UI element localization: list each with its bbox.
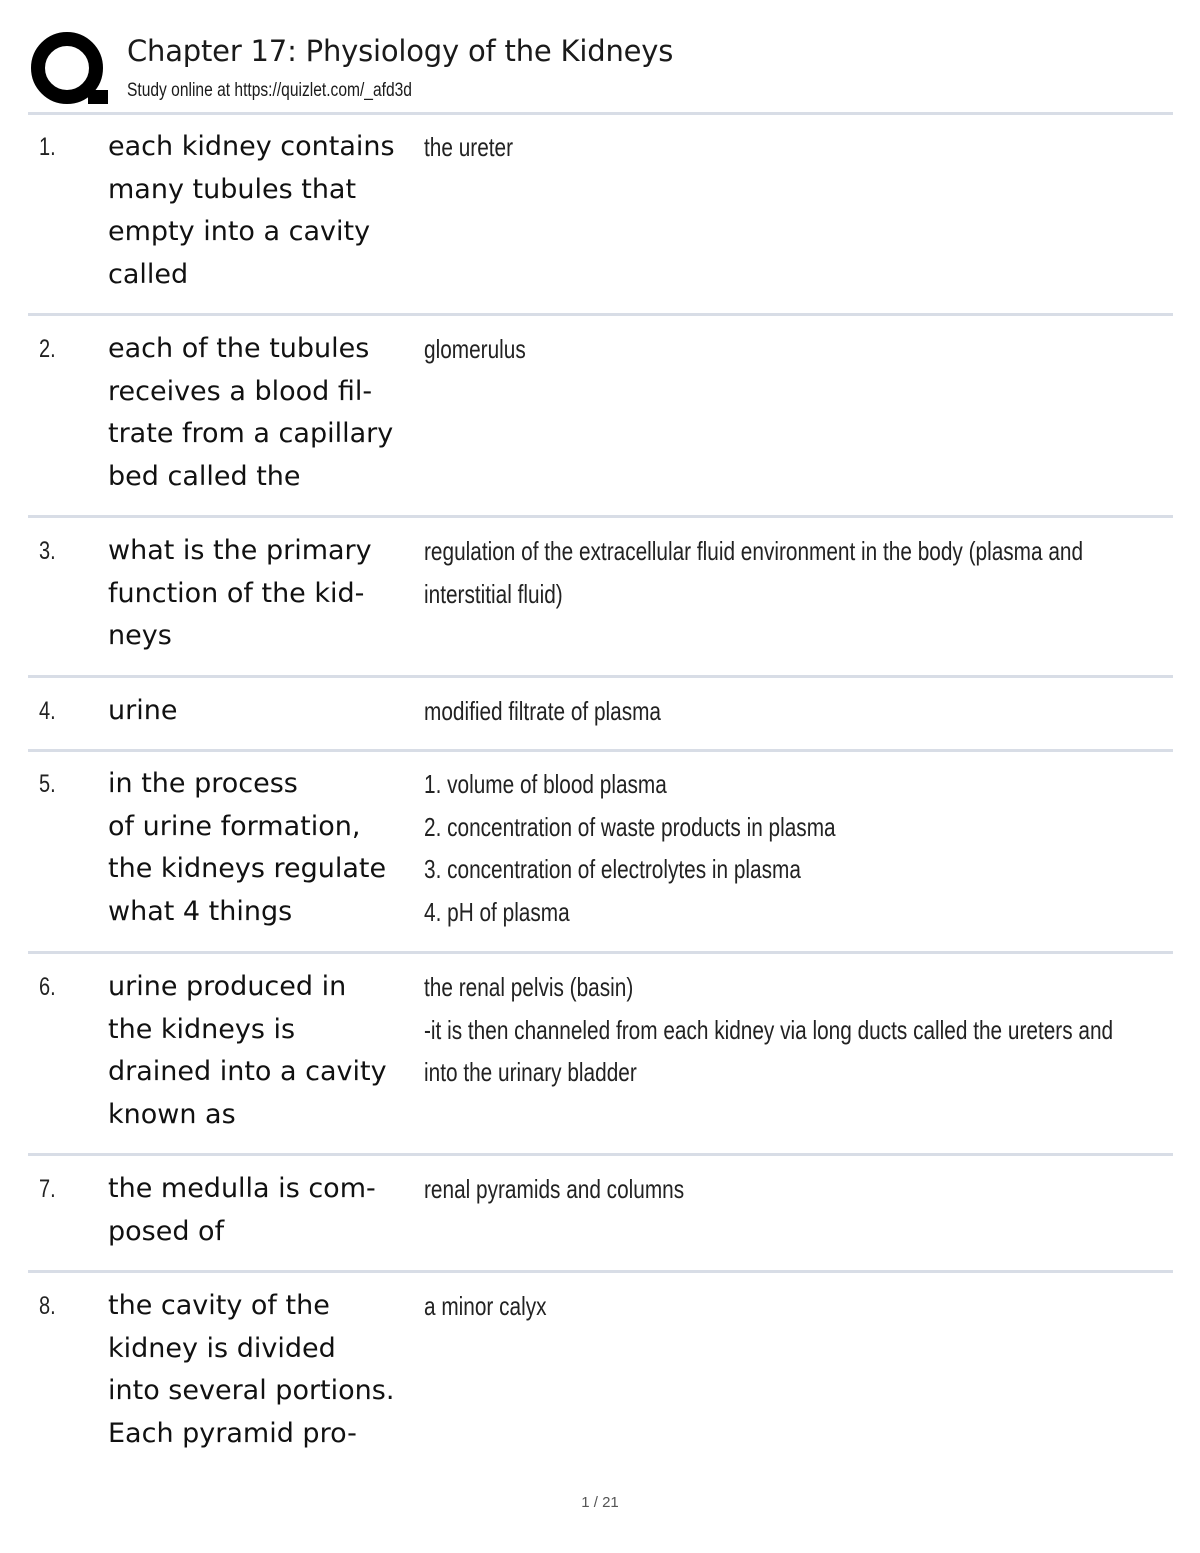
row-divider <box>28 515 1173 518</box>
card-number: 3. <box>39 537 56 565</box>
card-definition: the renal pelvis (basin) -it is then channeled from each kidney via long ducts called the ureters and into the urinary bladder <box>424 972 1114 1087</box>
row-divider <box>28 1153 1173 1156</box>
card-term: each of the tubules receives a blood fil- trate from a capillary bed called the <box>108 333 394 492</box>
card-term: in the process of urine formation, the kidneys regulate what 4 things <box>108 768 387 927</box>
card-number: 8. <box>39 1292 56 1320</box>
card-term: each kidney contains many tubules that empty into a cavity called <box>108 131 395 290</box>
card-definition: glomerulus <box>424 334 526 364</box>
page-header <box>30 30 1175 114</box>
card-term: what is the primary function of the kid- neys <box>108 535 372 651</box>
card-number: 1. <box>39 133 56 161</box>
card-number: 2. <box>39 335 56 363</box>
row-divider <box>28 313 1173 316</box>
card-number: 5. <box>39 770 56 798</box>
header-divider <box>28 112 1173 115</box>
card-term: the medulla is com- posed of <box>108 1173 376 1247</box>
card-definition: a minor calyx <box>424 1291 547 1321</box>
card-definition: regulation of the extracellular fluid environment in the body (plasma and interstitial fluid) <box>424 536 1084 609</box>
card-number: 7. <box>39 1175 56 1203</box>
row-divider <box>28 749 1173 752</box>
page-number: 1 / 21 <box>581 1494 619 1511</box>
card-term: the cavity of the kidney is divided into several portions. Each pyramid pro- <box>108 1290 395 1449</box>
card-definition: modified filtrate of plasma <box>424 696 661 726</box>
card-number: 4. <box>39 697 56 725</box>
row-divider <box>28 951 1173 954</box>
card-definition: 1. volume of blood plasma 2. concentration of waste products in plasma 3. concentration of electrolytes in plasma 4. pH of plasma <box>424 769 836 927</box>
study-online-link-text: Study online at https://quizlet.com/_afd3d <box>127 80 412 101</box>
card-definition: the ureter <box>424 132 514 162</box>
card-definition: renal pyramids and columns <box>424 1174 685 1204</box>
quizlet-logo <box>30 30 108 108</box>
card-term: urine produced in the kidneys is drained into a cavity known as <box>108 971 387 1130</box>
page-title: Chapter 17: Physiology of the Kidneys <box>127 34 674 68</box>
row-divider <box>28 1270 1173 1273</box>
card-number: 6. <box>39 973 56 1001</box>
card-term: urine <box>108 695 178 726</box>
row-divider <box>28 675 1173 678</box>
